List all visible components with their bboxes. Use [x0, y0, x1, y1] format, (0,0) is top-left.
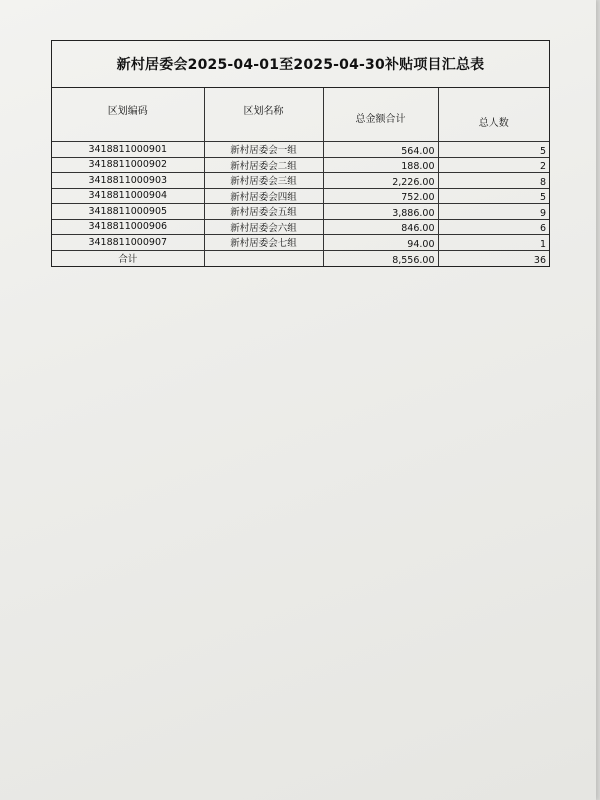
cell-code: 3418811000904 — [52, 188, 204, 204]
cell-name: 新村居委会五组 — [204, 204, 323, 220]
table-row — [52, 204, 549, 220]
cell-count: 2 — [438, 157, 549, 173]
cell-name: 新村居委会四组 — [204, 188, 323, 204]
cell-code: 3418811000905 — [52, 204, 204, 220]
cell-amount: 3,886.00 — [323, 204, 438, 220]
total-name — [204, 250, 323, 266]
cell-name: 新村居委会一组 — [204, 142, 323, 158]
table-row — [52, 142, 549, 158]
cell-count: 1 — [438, 235, 549, 251]
cell-name: 新村居委会七组 — [204, 235, 323, 251]
cell-count: 9 — [438, 204, 549, 220]
cell-count: 6 — [438, 219, 549, 235]
cell-name: 新村居委会二组 — [204, 157, 323, 173]
header-amount: 总金额合计 — [323, 88, 438, 142]
cell-count: 8 — [438, 173, 549, 189]
header-name: 区划名称 — [204, 88, 323, 142]
cell-name: 新村居委会三组 — [204, 173, 323, 189]
cell-code: 3418811000906 — [52, 219, 204, 235]
cell-amount: 188.00 — [323, 157, 438, 173]
document-title: 新村居委会2025-04-01至2025-04-30补贴项目汇总表 — [52, 41, 549, 88]
summary-table-container — [51, 40, 550, 267]
total-amount: 8,556.00 — [323, 250, 438, 266]
cell-amount: 94.00 — [323, 235, 438, 251]
total-label: 合计 — [52, 250, 204, 266]
total-row — [52, 250, 549, 266]
cell-name: 新村居委会六组 — [204, 219, 323, 235]
table-row — [52, 173, 549, 189]
total-count: 36 — [438, 250, 549, 266]
table-row — [52, 235, 549, 251]
cell-amount: 752.00 — [323, 188, 438, 204]
table-row — [52, 219, 549, 235]
cell-amount: 2,226.00 — [323, 173, 438, 189]
cell-code: 3418811000902 — [52, 157, 204, 173]
header-code: 区划编码 — [52, 88, 204, 142]
summary-table — [52, 88, 549, 266]
cell-code: 3418811000907 — [52, 235, 204, 251]
cell-amount: 846.00 — [323, 219, 438, 235]
cell-code: 3418811000903 — [52, 173, 204, 189]
table-row — [52, 188, 549, 204]
cell-code: 3418811000901 — [52, 142, 204, 158]
table-row — [52, 157, 549, 173]
header-row — [52, 88, 549, 142]
cell-count: 5 — [438, 188, 549, 204]
header-count: 总人数 — [438, 88, 549, 142]
cell-count: 5 — [438, 142, 549, 158]
cell-amount: 564.00 — [323, 142, 438, 158]
